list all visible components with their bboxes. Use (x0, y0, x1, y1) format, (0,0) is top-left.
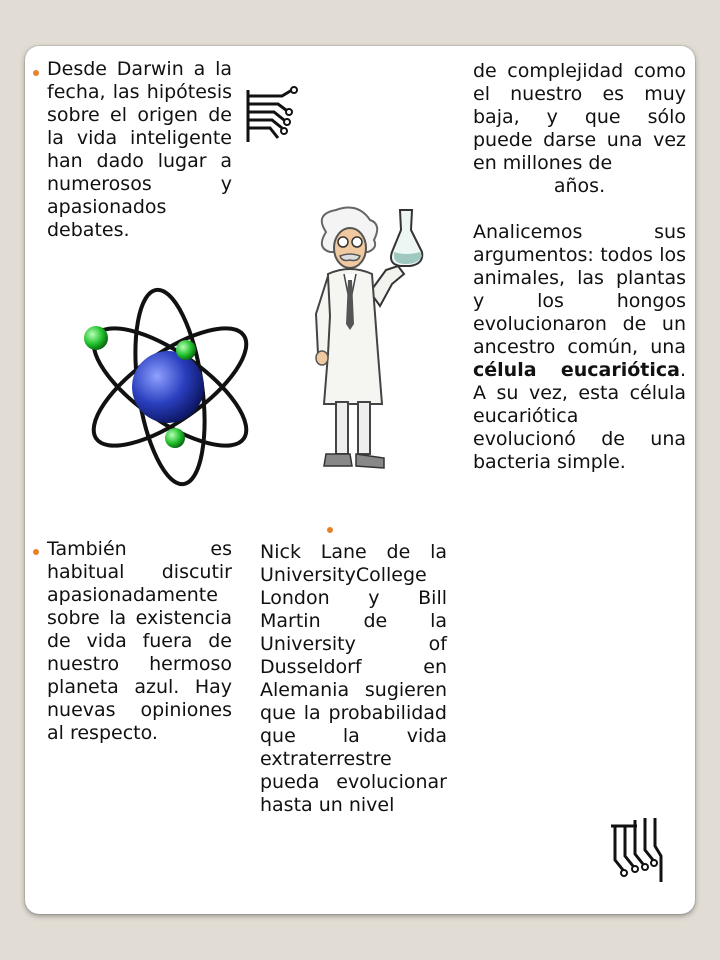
document-page (25, 46, 695, 914)
paragraph-analysis (473, 60, 686, 474)
text-years: años. (553, 175, 606, 197)
text-complexity: de complejidad como el nuestro es muy baja, y que sólo puede darse una vez en millones de (473, 60, 686, 174)
bullet-marker (33, 549, 39, 555)
paragraph-nick-lane: Nick Lane de la UniversityCollege London y Bill Martin de la University of Dusseldorf en Alemania sugieren que la probabilidad que la vida extraterrestre pueda evolucionar hasta un nivel (260, 541, 447, 816)
atom-illustration (73, 284, 253, 494)
circuit-icon-top (242, 86, 302, 146)
text-analyze: Analicemos sus argumentos: (473, 221, 686, 266)
text-eukaryotic-cell: célula eucariótica (473, 359, 680, 381)
scientist-illustration (300, 204, 430, 479)
bullet-marker (327, 527, 333, 533)
bullet-marker (33, 70, 39, 76)
text-ancestor: todos los animales, las plantas y los hongos evolucionaron de un ancestro común, una (473, 244, 687, 358)
paragraph-darwin: Desde Darwin a la fecha, las hipótesis sobre el origen de la vida inteligente han dado lugar a numerosos y apasionados debates. (47, 58, 232, 241)
circuit-icon-bottom (607, 816, 667, 886)
text-bacteria: . A su vez, esta célula eucariótica evolucionó de una bacteria simple. (473, 359, 686, 473)
paragraph-extraterrestrial: También es habitual discutir apasionadamente sobre la existencia de vida fuera de nuestro hermoso planeta azul. Hay nuevas opiniones al respecto. (47, 538, 232, 744)
